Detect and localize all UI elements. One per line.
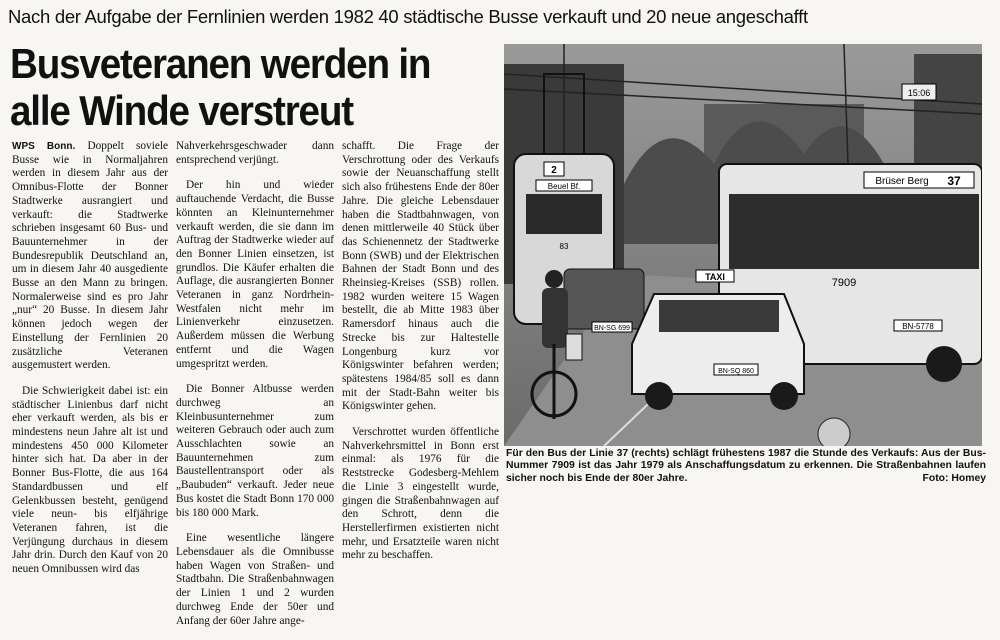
dateline: WPS Bonn. (12, 141, 76, 152)
tram-destination-sign: Beuel Bf. (547, 182, 581, 191)
bus-destination-sign: Brüser Berg (875, 176, 929, 187)
paragraph: Nahverkehrsgeschwader dann entsprechend verjüngt. (176, 140, 334, 166)
headline-line-1: Busveteranen werden in (10, 40, 431, 87)
car-plate-left: BN-SG 699 (594, 325, 630, 332)
paragraph: Die Bonner Altbusse werden durchweg an Kleinbusunternehmer zum weiteren Gebrauch oder auch zum Ausschlachten sowie an Bauunternehmen zum Baustellentransport oder als „Baubuden“ verkauft. Jeder neue Bus kostet die Stadt Bonn 170 000 bis 180 000 Mark. (176, 383, 334, 519)
taxi-roof-sign: TAXI (705, 272, 725, 282)
tram-car-number: 83 (559, 242, 569, 251)
paragraph: Eine wesentliche längere Lebensdauer als die Omnibusse haben Wagen von Straßen- und Stadtbahn. Die Straßenbahnwagen der Linien 1 und 2 wurden durchweg Ende der 50er und Anfang der 60er Jahre ange- (176, 532, 334, 627)
photo-credit: Foto: Homey (922, 472, 986, 484)
street-photo (504, 44, 982, 446)
photo-caption (506, 448, 986, 485)
paragraph: Der hin und wieder auftauchende Verdacht, die Busse könnten an Kleinunternehmer verkauft werden, die sie dann im Auftrag der Stadtwerke wieder auf den Bonner Linien einsetzen, ist grundlos. Die Käufer erhalten die Auflage, die ausrangierten Bonner Veteranen in ganz Nordrhein-Westfalen nicht mehr im Linienverkehr einzusetzen. Außerdem müssen die Werbung entfernt und die Wagen umgespritzt werden. (176, 179, 334, 370)
article-column-1 (12, 140, 168, 589)
paragraph: schafft. Die Frage der Verschrottung oder des Verkaufs sowie der Neuanschaffung stellt sich also frühestens Ende der 80er Jahre. Die gleiche Lebensdauer haben die Stadtbahnwagen, von denen mittlerweile 40 Stück über das Schienennetz der Stadtwerke Bonn (SWB) und der Elektrischen Bahnen der Stadt Bonn und des Rheinsieg-Kreises (SSB) rollen. 1982 wurden weitere 15 Wagen bestellt, die ab Mitte 1983 über Ramersdorf hinaus auch die Strecke bis zur Haltestelle Longenburg kurz vor Königswinter befahren werden; spätestens 1984/85 soll es dann mit der Stadt-Bahn weiter bis Königswinter gehen. (342, 140, 499, 413)
street-clock: 15:06 (907, 88, 931, 98)
taxi-license-plate: BN-SQ 860 (718, 368, 754, 375)
article-column-2 (176, 140, 334, 640)
headline-line-2: alle Winde verstreut (10, 87, 353, 134)
article-headline (10, 40, 461, 134)
article-column-3 (342, 140, 499, 575)
bus-fleet-number: 7909 (831, 277, 857, 289)
bus-line-number: 37 (947, 174, 961, 188)
tram-number: 2 (551, 165, 557, 176)
paragraph: Die Schwierigkeit dabei ist: ein städtischer Linienbus darf nicht eher verkauft werden, als bis er mindestens neun Jahre alt ist und mindestens 450 000 Kilometer hinter sich hat. Da aber in der Bonner Bus-Flotte, die aus 164 Standardbussen und elf Gelenkbussen besteht, genügend viele neun- bis elfjährige Veteranen fahren, ist die Verjüngung durchaus in diesem Jahr drin. Durch den Kauf von 20 neuen Omnibussen wird das (12, 384, 168, 576)
bus-license-plate: BN-5778 (902, 322, 934, 331)
article-kicker: Nach der Aufgabe der Fernlinien werden 1982 40 städtische Busse verkauft und 20 neue angeschafft (8, 6, 808, 27)
paragraph: WPS Bonn. Doppelt soviele Busse wie in Normaljahren werden in diesem Jahr aus der Omnibus-Flotte der Bonner Stadtwerke ausrangiert und verkauft: die Stadtwerke schrieben insgesamt 60 Bus- und Bauunternehmer in der Bundesrepublik Deutschland an, um in diesem Jahr 40 ausgediente Busse an den Mann zu bringen. Normalerweise sind es pro Jahr „nur“ 20 Busse. In diesem Jahr können jedoch wegen der Einstellung der Fernlinien 20 zusätzliche Veteranen ausgemustert werden. (12, 140, 169, 372)
caption-text: Für den Bus der Linie 37 (rechts) schlägt frühestens 1987 die Stunde des Verkaufs: Aus der Bus-Nummer 7909 ist das Jahr 1979 als Anschaffungsdatum zu erkennen. Die Straßenbahnen laufen sicher noch bis Ende der 80er Jahre. (506, 448, 986, 484)
paragraph: Verschrottet wurden öffentliche Nahverkehrsmittel in Bonn erst einmal: als 1976 für die Reststrecke Godesberg-Mehlem die Linie 3 eingestellt wurde, gingen die Straßenbahnwagen auf den Schrott, denn die Herstellerfirmen existierten nicht mehr, und Ersatzteile waren nicht mehr zu beschaffen. (342, 426, 499, 562)
